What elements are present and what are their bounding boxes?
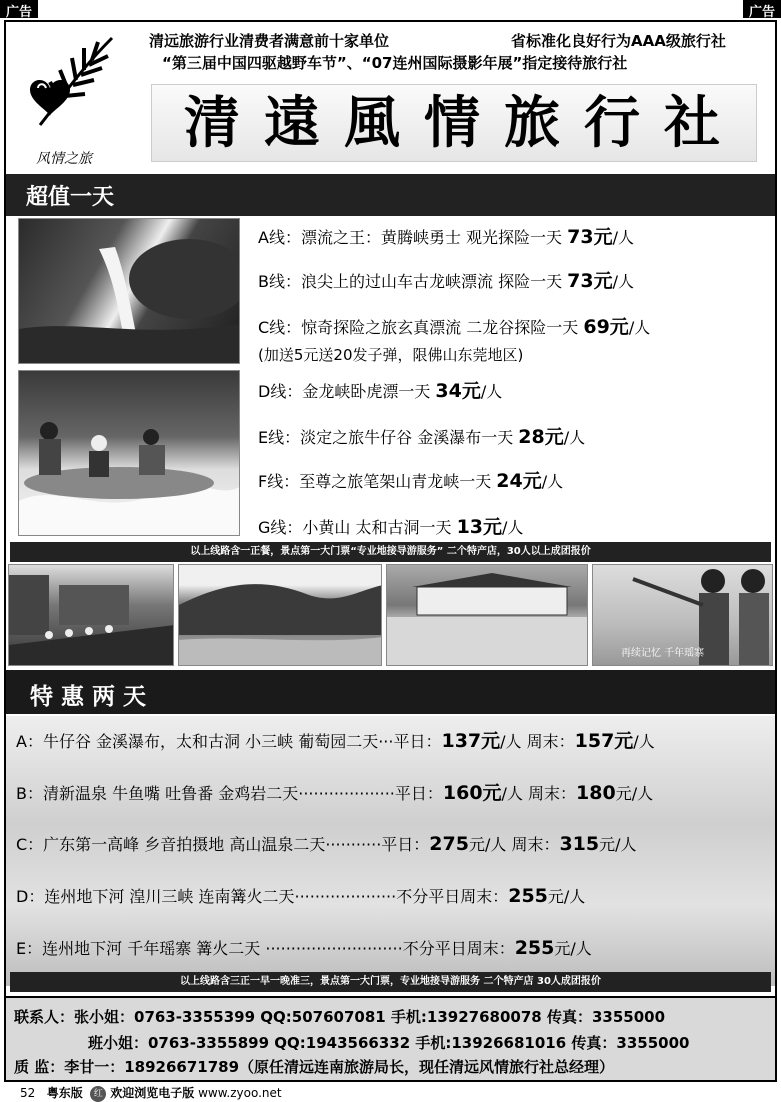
two-day-route-a: A：牛仔谷 金溪瀑布，太和古洞 小三峡 葡萄园二天···平日：137元/人 周末：157元/人 <box>16 730 655 752</box>
edition-label: 粤东版 <box>46 1086 83 1100</box>
route-c: C线：惊奇探险之旅玄真漂流 二龙谷探险一天 69元/人 <box>258 316 651 338</box>
publisher-badge-icon: 红 <box>90 1086 106 1102</box>
route-e: E线：淡定之旅牛仔谷 金溪瀑布一天 28元/人 <box>258 426 586 448</box>
header-grade-line: 省标准化良好行为AAA级旅行社 <box>511 32 726 50</box>
two-day-route-b: B：清新温泉 牛鱼嘴 吐鲁番 金鸡岩二天···················平日：160元/人 周末：180元/人 <box>16 782 654 804</box>
yao-people-photo <box>592 564 773 666</box>
route-f: F线：至尊之旅笔架山青龙峡一天 24元/人 <box>258 470 564 492</box>
rafting-image <box>19 371 240 536</box>
page-number: 52 <box>20 1086 36 1100</box>
footer-url[interactable]: www.zyoo.net <box>198 1086 282 1100</box>
ad-tag-right: 广告 <box>743 0 781 18</box>
waterfall-photo <box>18 218 240 364</box>
fern-heart-icon <box>20 30 120 140</box>
logo-caption: 风情之旅 <box>36 151 92 167</box>
two-day-route-d: D：连州地下河 湟川三峡 连南篝火二天····················不分平日周末：255元/人 <box>16 885 586 907</box>
two-day-footnote: 以上线路含三正一早一晚准三，景点第一大门票，专业地接导游服务 二个特产店 30人成团报价 <box>10 972 771 992</box>
contact-block <box>6 996 775 1080</box>
contact-line-2: 班小姐：0763-3355899 QQ:1943566332 手机:13926681016 传真：3355000 <box>88 1034 690 1052</box>
page-footer <box>20 1084 282 1102</box>
river-photo <box>178 564 382 666</box>
house-photo <box>386 564 588 666</box>
photo-caption: 再续记忆 千年瑶寨 <box>621 648 705 659</box>
two-day-title: 特 惠 两 天 <box>30 684 147 710</box>
two-day-route-c: C：广东第一高峰 乡音拍摄地 高山温泉二天···········平日：275元/人 周末：315元/人 <box>16 833 637 855</box>
header-designation-line: “第三届中国四驱越野车节”、“07连州国际摄影年展”指定接待旅行社 <box>162 54 628 72</box>
two-day-route-e: E：连州地下河 千年瑶寨 篝火二天 ···························不分平日周末：255元/人 <box>16 937 592 959</box>
rafting-photo <box>18 370 240 536</box>
header-award-line: 清远旅游行业清费者满意前十家单位 <box>149 32 390 50</box>
contact-line-3: 质 监：李甘一：18926671789（原任清远连南旅游局长，现任清远风情旅行社总经理） <box>14 1058 615 1076</box>
route-d: D线：金龙峡卧虎漂一天 34元/人 <box>258 380 503 402</box>
logo <box>20 30 130 170</box>
route-g: G线：小黄山 太和古洞一天 13元/人 <box>258 516 524 538</box>
village-photo <box>8 564 174 666</box>
contact-line-1: 联系人：张小姐：0763-3355399 QQ:507607081 手机:13927680078 传真：3355000 <box>14 1008 665 1026</box>
header <box>6 22 775 172</box>
ad-frame <box>4 20 777 1082</box>
route-b: B线：浪尖上的过山车古龙峡漂流 探险一天 73元/人 <box>258 270 635 292</box>
route-c-note: (加送5元送20发子弹，限佛山东莞地区) <box>258 346 524 364</box>
footer-text: 欢迎浏览电子版 <box>110 1086 195 1100</box>
waterfall-image <box>19 219 240 364</box>
ad-tag-left: 广告 <box>0 0 38 18</box>
house-image <box>387 565 588 666</box>
village-image <box>9 565 174 666</box>
one-day-footnote: 以上线路含一正餐，景点第一大门票“专业地接导游服务” 二个特产店，30人以上成团报价 <box>10 542 771 562</box>
route-a: A线：漂流之王：黄腾峡勇士 观光探险一天 73元/人 <box>258 226 634 248</box>
two-day-title-bar <box>6 670 775 714</box>
one-day-title: 超值一天 <box>26 185 115 210</box>
river-image <box>179 565 382 666</box>
one-day-title-bar <box>6 174 775 216</box>
brand-name: 清遠風情旅行社 <box>151 84 757 162</box>
